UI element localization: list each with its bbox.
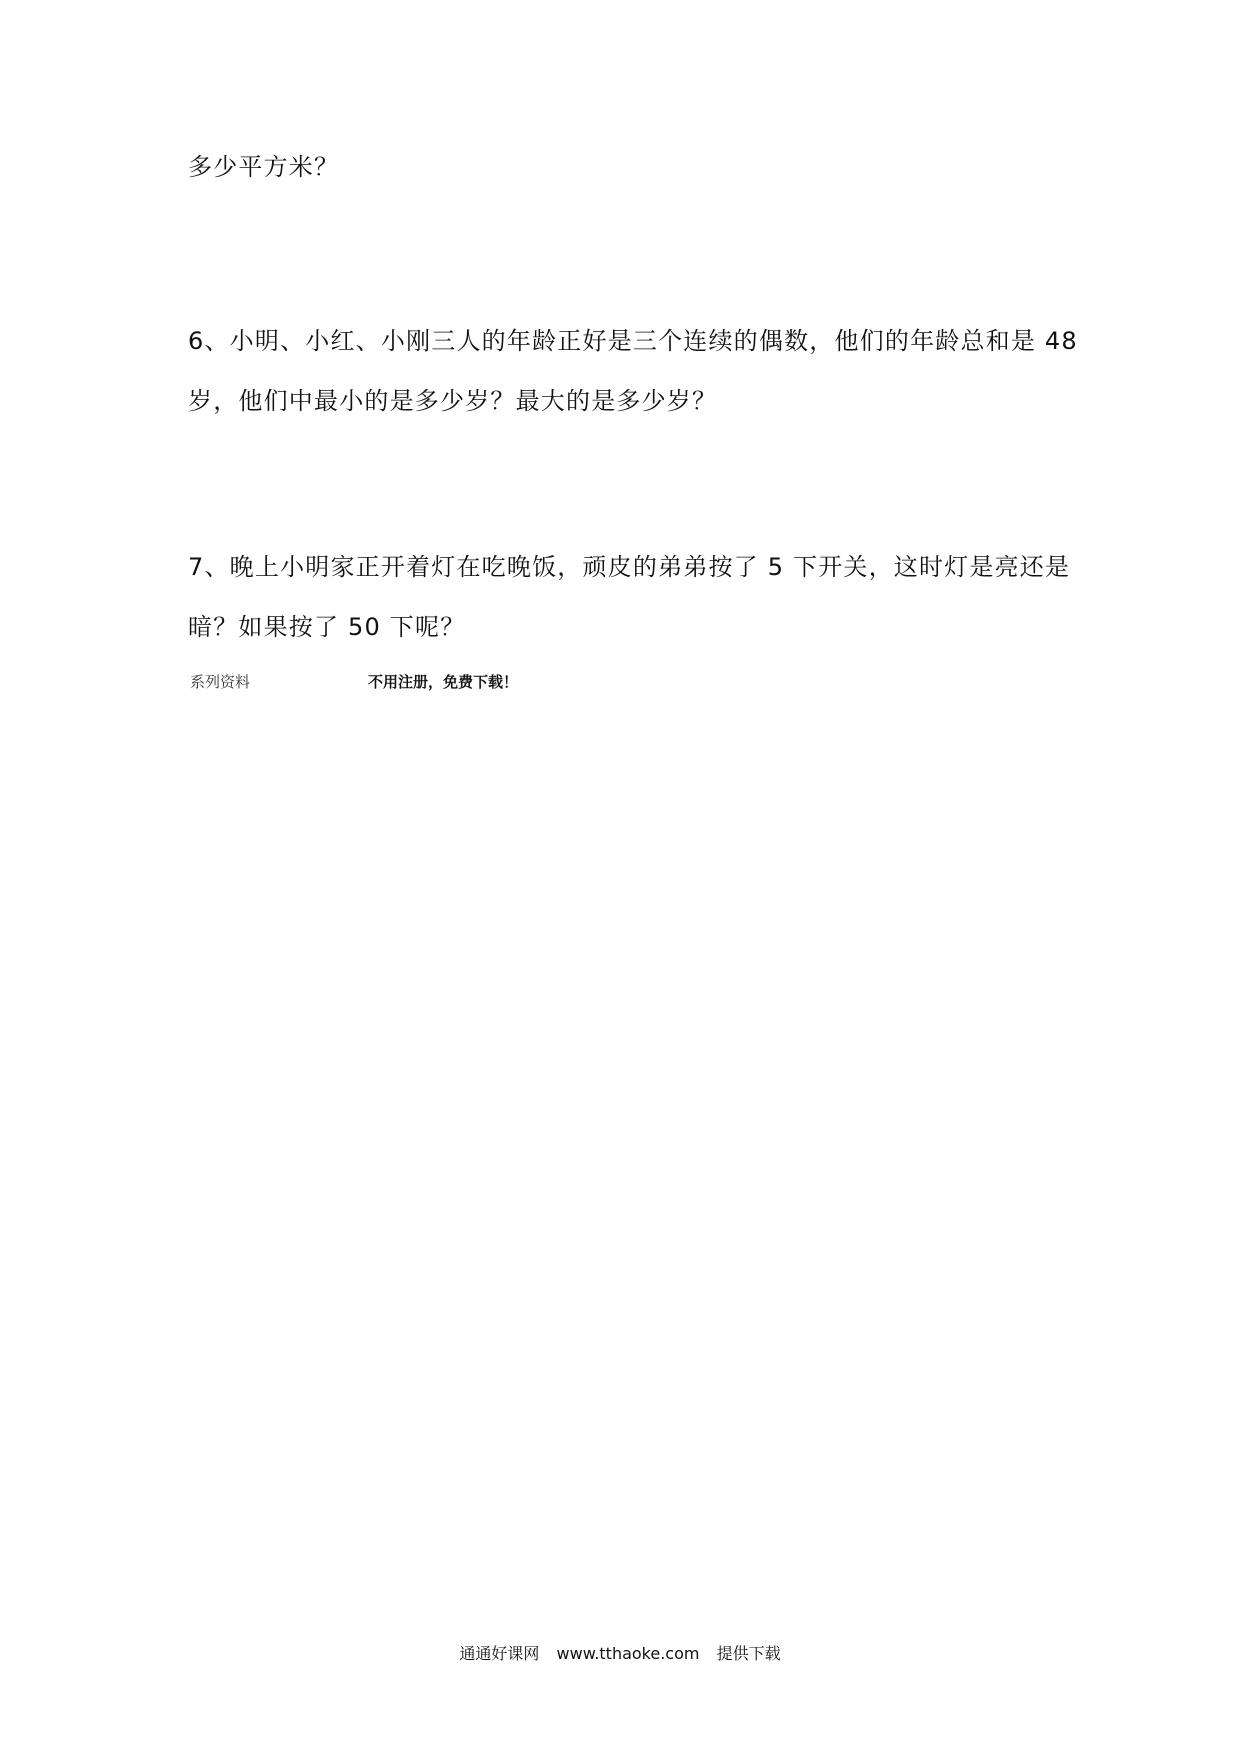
series-material-label: 系列资料 [190, 673, 251, 691]
footer-site-name: 通通好课网 [459, 1644, 540, 1663]
question-7-line-2: 暗？如果按了 50 下呢？ [188, 613, 466, 641]
footer-suffix: 提供下载 [716, 1644, 781, 1663]
question-6-line-1: 6、小明、小红、小刚三人的年龄正好是三个连续的偶数，他们的年龄总和是 48 [188, 327, 1078, 355]
question-5-continuation: 多少平方米？ [188, 153, 340, 181]
footer-url: www.tthaoke.com [556, 1644, 700, 1663]
page-footer [0, 1643, 1240, 1665]
free-download-note: 不用注册，免费下载！ [368, 673, 519, 691]
question-7-line-1: 7、晚上小明家正开着灯在吃晚饭，顽皮的弟弟按了 5 下开关，这时灯是亮还是 [188, 553, 1071, 581]
question-6-line-2: 岁，他们中最小的是多少岁？最大的是多少岁？ [188, 387, 718, 415]
